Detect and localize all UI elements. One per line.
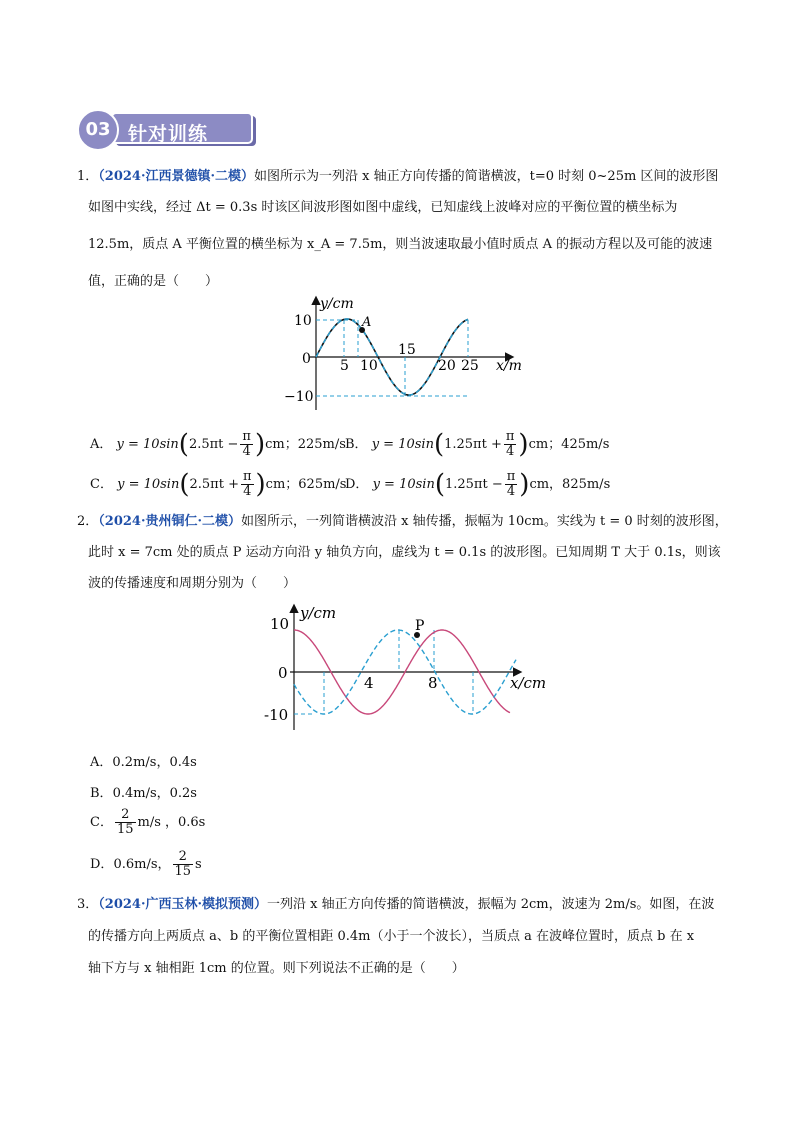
question-text-line: 此时 x = 7cm 处的质点 P 运动方向沿 y 轴负方向，虚线为 t = 0.1s 的波形图。已知周期 T 大于 0.1s，则该 (88, 545, 721, 560)
option-label: B． (90, 786, 113, 801)
x-axis-label: x/cm (510, 674, 547, 692)
option-value: 0.6m/s， (113, 857, 171, 872)
option-formula: 2.5πt + (189, 477, 239, 492)
fraction-denominator: 4 (242, 444, 251, 459)
question-text-line: 一列沿 x 轴正方向传播的简谐横波，振幅为 2cm，波速为 2m/s。如图，在波 (267, 897, 715, 912)
option-label: A． (90, 437, 113, 452)
y-tick-label: 10 (270, 615, 290, 633)
section-title: 针对训练 (128, 123, 209, 145)
option-A[interactable] (90, 751, 197, 770)
y-tick-label: −10 (284, 389, 314, 405)
question-text-line: 如图所示，一列简谐横波沿 x 轴传播，振幅为 10cm。实线为 t = 0 时刻的波形图， (241, 514, 728, 529)
x-tick-label: 4 (364, 674, 374, 692)
y-tick-label: 10 (294, 313, 312, 329)
option-D[interactable] (90, 850, 202, 879)
question-text-line: 波的传播速度和周期分别为（ ） (88, 576, 297, 591)
fraction-denominator: 4 (505, 444, 515, 459)
option-C[interactable] (90, 808, 205, 837)
option-value: cm；625m/s (265, 477, 347, 492)
wave-graph-1 (280, 292, 530, 414)
point-A-label: A (362, 315, 372, 330)
wave-graph-2 (258, 600, 558, 735)
option-label: D． (90, 857, 114, 872)
option-B[interactable] (90, 782, 197, 801)
option-formula: 2.5πt − (188, 437, 239, 452)
fraction-numerator: 2 (115, 808, 136, 823)
option-label: D． (345, 477, 369, 492)
section-header (76, 108, 262, 152)
option-B[interactable]: B． y = 10sin(1.25πt + $\frac{\pi}{4}$ )cm；425m/s (345, 429, 610, 460)
option-formula: y = 10sin (371, 437, 434, 452)
question-text-line: 轴下方与 x 轴相距 1cm 的位置。则下列说法不正确的是（ ） (88, 961, 465, 976)
option-value: s (195, 857, 202, 872)
fraction-numerator: 2 (173, 850, 194, 865)
option-formula: y = 10sin (116, 437, 179, 452)
fraction-denominator: 4 (506, 484, 516, 499)
fraction-numerator: π (506, 469, 516, 484)
option-label: B． (345, 437, 368, 452)
option-value: 0.2m/s，0.4s (112, 755, 197, 770)
question-source: （2024·广西玉林·模拟预测） (98, 897, 268, 912)
fraction-denominator: 15 (174, 864, 192, 879)
x-tick-label: 25 (461, 358, 479, 374)
question-text-line: 如图中实线，经过 Δt = 0.3s 时该区间波形图如图中虚线，已知虚线上波峰对应的平衡位置的横坐标为 (88, 200, 678, 215)
option-A[interactable]: A． y = 10sin(2.5πt − $\frac{\pi}{4}$ )cm；225m/s (90, 429, 346, 460)
option-formula: y = 10sin (372, 477, 435, 492)
option-value: 0.4m/s，0.2s (112, 786, 197, 801)
y-axis-label: y/cm (300, 604, 337, 622)
option-C[interactable]: C． y = 10sin(2.5πt + $\frac{\pi}{4}$ )cm；625m/s (90, 469, 347, 500)
fraction-denominator: 4 (243, 484, 252, 499)
option-label: A． (90, 755, 113, 770)
question-source: （2024·江西景德镇·二模） (98, 169, 255, 184)
option-value: cm，825m/s (529, 477, 611, 492)
x-tick-label: 15 (398, 342, 416, 358)
fraction-numerator: π (505, 429, 515, 444)
question-number: 1． (77, 169, 99, 184)
option-value: cm；225m/s (265, 437, 346, 452)
question-text-line: 的传播方向上两质点 a、b 的平衡位置相距 0.4m（小于一个波长），当质点 a 在波峰位置时，质点 b 在 x (88, 929, 695, 944)
option-value: m/s ，0.6s (137, 815, 206, 830)
option-formula: 1.25πt + (444, 437, 502, 452)
question-text-line: 值，正确的是（ ） (88, 274, 219, 289)
question-number: 2． (77, 514, 99, 529)
question-text-line: 如图所示为一列沿 x 轴正方向传播的简谐横波，t=0 时刻 0~25m 区间的波形图 (254, 169, 719, 184)
y-tick-label: -10 (264, 706, 289, 724)
option-D[interactable]: D． y = 10sin(1.25πt − $\frac{\pi}{4}$ )cm，825m/s (345, 469, 611, 500)
y-tick-label: 0 (302, 351, 311, 367)
question-text-line: 12.5m，质点 A 平衡位置的横坐标为 x_A = 7.5m，则当波速取最小值时质点 A 的振动方程以及可能的波速 (88, 237, 713, 252)
x-axis-label: x/m (496, 358, 522, 374)
option-label: C． (90, 477, 113, 492)
option-formula: 1.25πt − (444, 477, 503, 492)
section-number: 03 (85, 119, 111, 140)
option-value: cm；425m/s (528, 437, 610, 452)
fraction-numerator: π (242, 429, 251, 444)
option-label: C． (90, 815, 113, 830)
option-formula: y = 10sin (117, 477, 180, 492)
question-number: 3． (77, 897, 99, 912)
x-tick-label: 5 (340, 358, 349, 374)
fraction-numerator: π (242, 469, 252, 484)
y-tick-label: 0 (278, 664, 288, 682)
y-axis-label: y/cm (320, 296, 354, 312)
x-tick-label: 10 (360, 358, 378, 374)
fraction-denominator: 15 (116, 822, 134, 837)
question-source: （2024·贵州铜仁·二模） (98, 514, 242, 529)
x-tick-label: 8 (428, 674, 438, 692)
x-tick-label: 20 (438, 358, 456, 374)
point-P-label: P (415, 618, 425, 634)
